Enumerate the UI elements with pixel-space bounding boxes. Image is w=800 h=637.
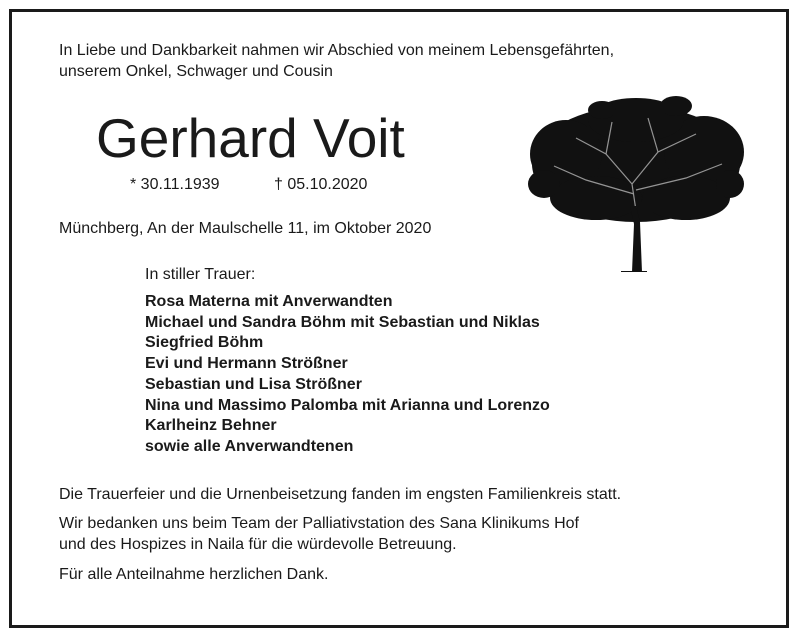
deceased-name: Gerhard Voit <box>96 107 405 169</box>
mourning-label: In stiller Trauer: <box>145 266 256 283</box>
tree-icon <box>526 94 746 272</box>
place-and-date: Münchberg, An der Maulschelle 11, im Oktober 2020 <box>59 220 432 237</box>
mourners-list <box>145 292 550 458</box>
death-date: † 05.10.2020 <box>274 176 368 193</box>
mourner-entry: Nina und Massimo Palomba mit Arianna und Lorenzo <box>145 396 550 414</box>
thanks-line-1: Wir bedanken uns beim Team der Palliativstation des Sana Klinikums Hof <box>59 515 579 532</box>
thanks-text <box>59 513 579 555</box>
thanks-line-2: und des Hospizes in Naila für die würdevolle Betreuung. <box>59 536 457 553</box>
mourner-entry: Sebastian und Lisa Strößner <box>145 375 362 393</box>
mourner-entry: Rosa Materna mit Anverwandten <box>145 293 393 310</box>
mourner-entry: Karlheinz Behner <box>145 417 277 435</box>
birth-date: * 30.11.1939 <box>130 176 220 193</box>
ceremony-text: Die Trauerfeier und die Urnenbeisetzung fanden im engsten Familienkreis statt. <box>59 486 622 503</box>
mourner-entry: sowie alle Anverwandtenen <box>145 437 354 455</box>
intro-text <box>59 40 614 82</box>
final-thanks: Für alle Anteilnahme herzlichen Dank. <box>59 566 329 583</box>
obituary-frame <box>9 9 789 628</box>
intro-line-1: In Liebe und Dankbarkeit nahmen wir Abschied von meinem Lebensgefährten, <box>59 42 615 59</box>
mourner-entry: Evi und Hermann Strößner <box>145 355 348 373</box>
intro-line-2: unserem Onkel, Schwager und Cousin <box>59 63 333 80</box>
mourner-entry: Michael und Sandra Böhm mit Sebastian und Niklas <box>145 313 540 331</box>
mourner-entry: Siegfried Böhm <box>145 334 264 352</box>
